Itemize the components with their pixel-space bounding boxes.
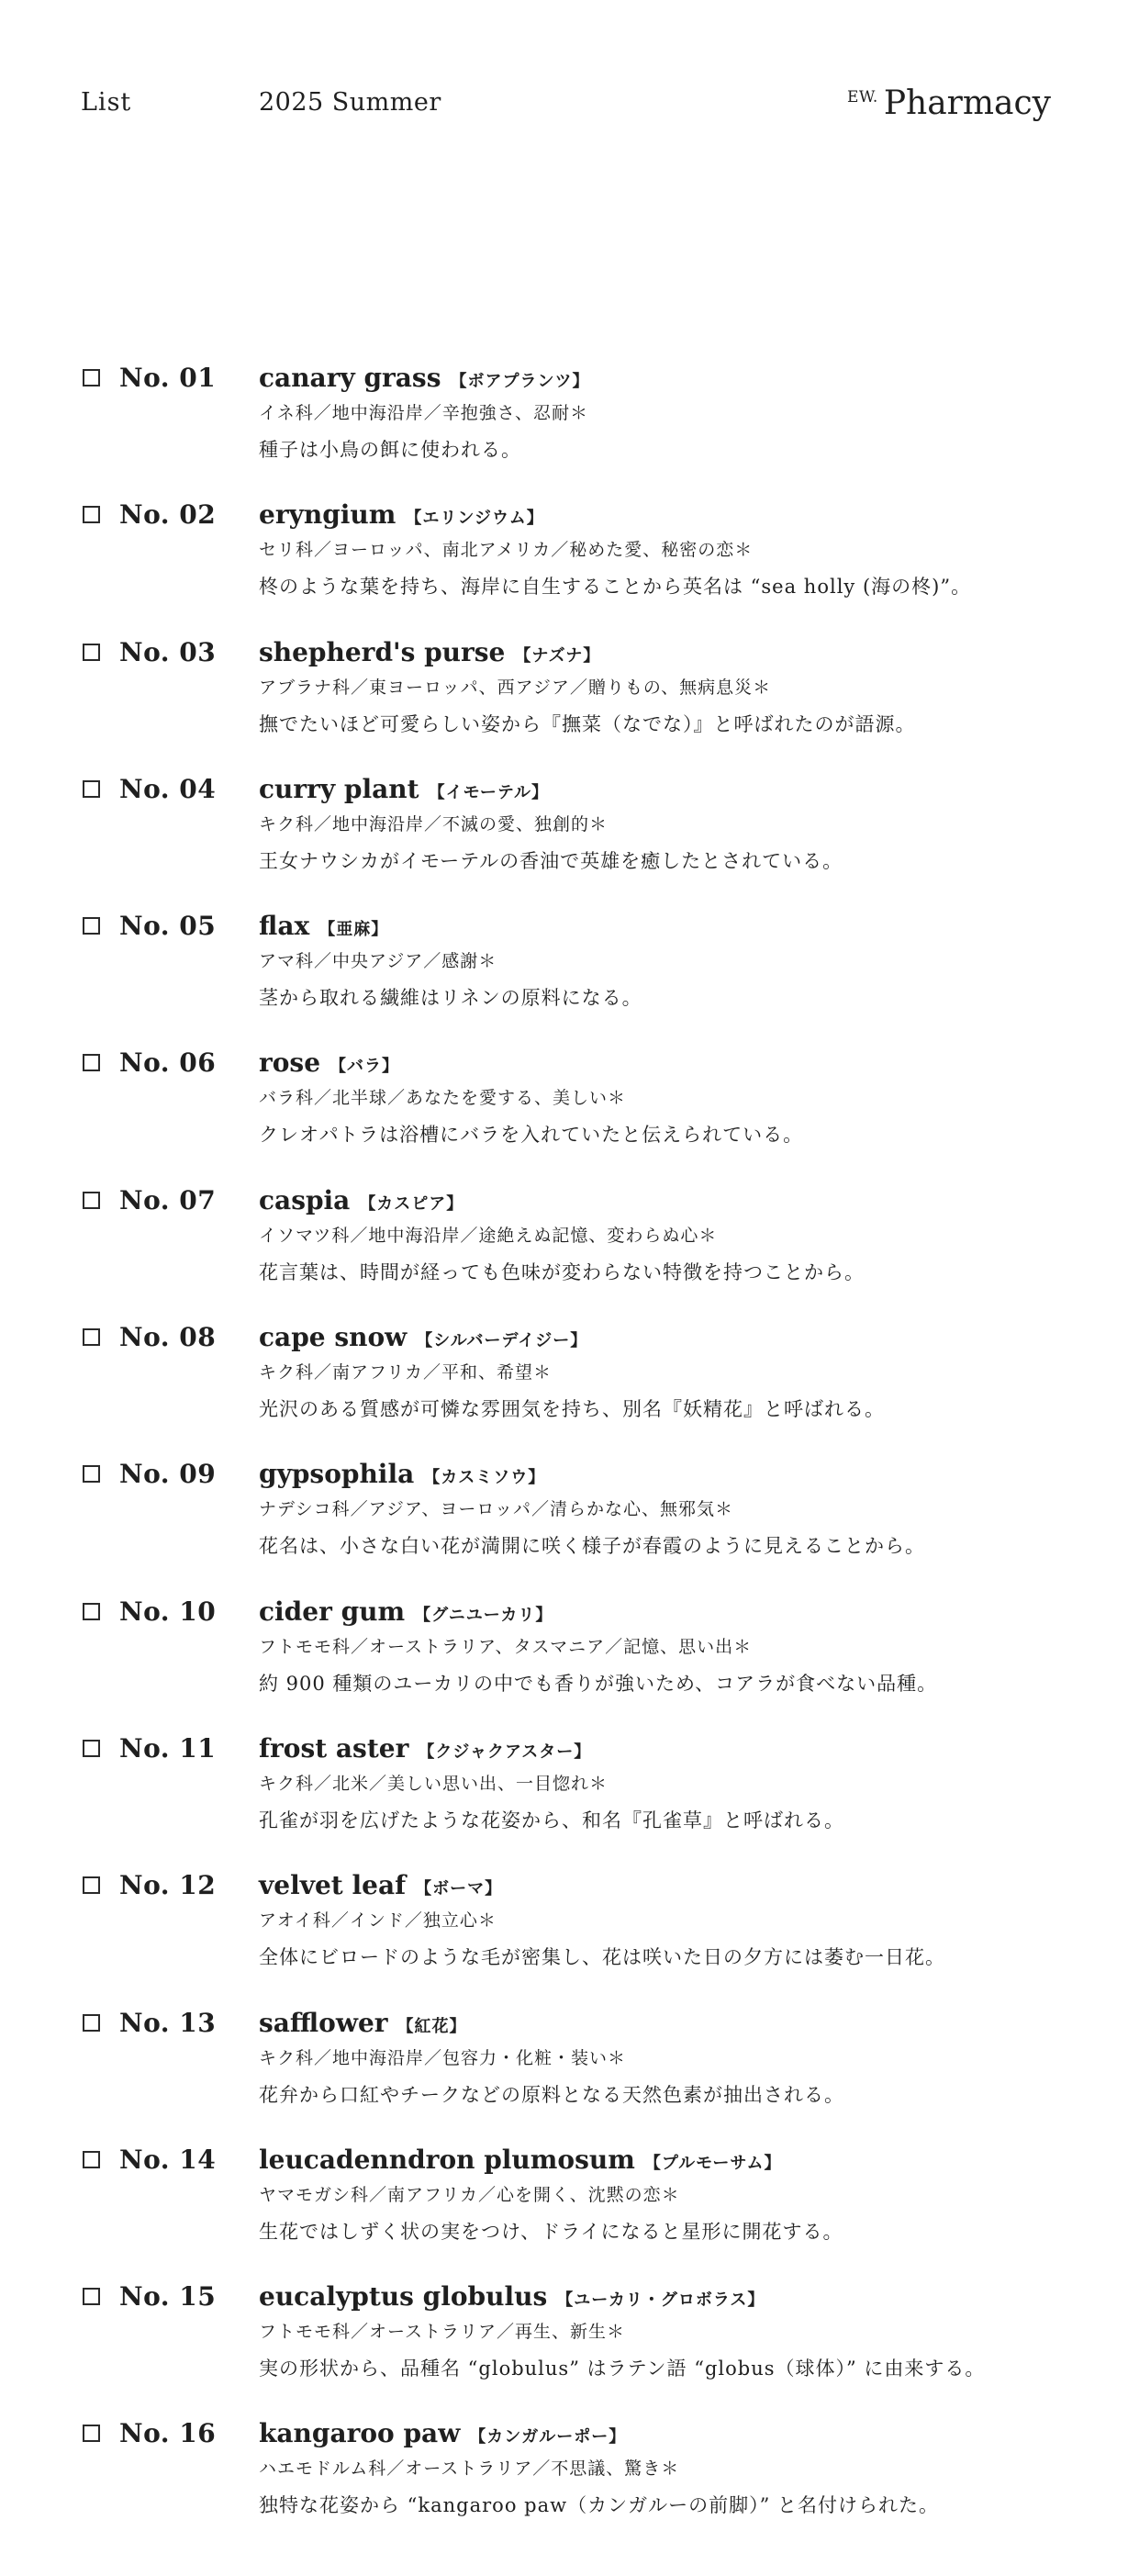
item-title	[259, 2281, 1085, 2314]
item-title	[259, 2145, 1085, 2178]
item-name: safflower	[259, 2007, 388, 2038]
item-japanese-name: 【イモーテル】	[428, 782, 549, 802]
brand-name: Pharmacy	[883, 84, 1051, 122]
item-name: cider gum	[259, 1596, 406, 1627]
list-item	[0, 1047, 1128, 1184]
item-number: No. 13	[119, 2007, 217, 2038]
item-title	[259, 499, 1085, 532]
item-name: curry plant	[259, 773, 419, 804]
item-number: No. 10	[119, 1596, 217, 1627]
item-title	[259, 1322, 1085, 1355]
list-item	[0, 637, 1128, 774]
item-checkbox[interactable]	[83, 1740, 100, 1757]
item-number: No. 07	[119, 1184, 217, 1215]
item-description: 実の形状から、品種名 “globulus” はラテン語 “globus（球体）” に由来する。	[259, 2358, 986, 2380]
item-body	[259, 1459, 1085, 1560]
list-item	[0, 1185, 1128, 1322]
item-meta: イソマツ科／地中海沿岸／途絶えぬ記憶、変わらぬ心＊	[259, 1225, 718, 1246]
item-title	[259, 2418, 1085, 2451]
item-checkbox[interactable]	[83, 1328, 100, 1346]
item-description: 孔雀が羽を広げたような花姿から、和名『孔雀草』と呼ばれる。	[259, 1809, 844, 1831]
item-description: 光沢のある質感が可憐な雰囲気を持ち、別名『妖精花』と呼ばれる。	[259, 1398, 885, 1421]
item-body	[259, 637, 1085, 738]
item-name: eucalyptus globulus	[259, 2281, 548, 2313]
item-number: No. 05	[119, 911, 217, 942]
item-number: No. 06	[119, 1047, 217, 1079]
item-description: 花言葉は、時間が経っても色味が変わらない特徴を持つことから。	[259, 1260, 865, 1283]
list-item	[0, 1596, 1128, 1733]
item-japanese-name: 【カスミソウ】	[423, 1468, 546, 1488]
item-number: No. 11	[119, 1732, 217, 1764]
item-description: 花名は、小さな白い花が満開に咲く様子が春霞のように見えることから。	[259, 1535, 925, 1558]
item-meta: キク科／北米／美しい思い出、一目惚れ＊	[259, 1773, 609, 1794]
item-title	[259, 1733, 1085, 1766]
list-item	[0, 1870, 1128, 2007]
item-name: flax	[259, 911, 310, 942]
list-item	[0, 2008, 1128, 2145]
item-title	[259, 2008, 1085, 2041]
item-meta: アブラナ科／東ヨーロッパ、西アジア／贈りもの、無病息災＊	[259, 677, 772, 698]
item-body	[259, 1322, 1085, 1423]
item-title	[259, 1047, 1085, 1081]
item-description: 約 900 種類のユーカリの中でも香りが強いため、コアラが食べない品種。	[259, 1672, 938, 1695]
item-checkbox[interactable]	[83, 369, 100, 386]
item-meta: フトモモ科／オーストラリア／再生、新生＊	[259, 2322, 626, 2343]
item-description: 茎から取れる繊維はリネンの原料になる。	[259, 987, 642, 1010]
list-label: List	[81, 88, 132, 117]
item-name: cape snow	[259, 1322, 408, 1353]
item-japanese-name: 【シルバーデイジー】	[416, 1331, 588, 1351]
item-checkbox[interactable]	[83, 2425, 100, 2442]
item-japanese-name: 【紅花】	[396, 2016, 467, 2036]
item-checkbox[interactable]	[83, 780, 100, 798]
item-title	[259, 774, 1085, 807]
item-body	[259, 2281, 1085, 2382]
item-number: No. 08	[119, 1322, 217, 1353]
item-number: No. 01	[119, 363, 217, 393]
item-japanese-name: 【カンガルーポー】	[469, 2427, 627, 2447]
item-description: クレオパトラは浴槽にバラを入れていたと伝えられている。	[259, 1124, 804, 1147]
list-item	[0, 2145, 1128, 2281]
item-meta: アマ科／中央アジア／感謝＊	[259, 951, 497, 972]
item-description: 王女ナウシカがイモーテルの香油で英雄を癒したとされている。	[259, 849, 843, 872]
item-number: No. 15	[119, 2281, 217, 2313]
item-japanese-name: 【ユーカリ・グロボラス】	[556, 2290, 765, 2311]
season-label: 2025 Summer	[259, 88, 441, 117]
item-checkbox[interactable]	[83, 2288, 100, 2305]
item-name: velvet leaf	[259, 1870, 407, 1901]
item-name: caspia	[259, 1184, 351, 1215]
item-description: 花弁から口紅やチークなどの原料となる天然色素が抽出される。	[259, 2083, 844, 2106]
list-item	[0, 1733, 1128, 1870]
list-item	[0, 2418, 1128, 2555]
list-item	[0, 911, 1128, 1047]
item-checkbox[interactable]	[83, 506, 100, 523]
item-meta: ハエモドルム科／オーストラリア／不思議、驚き＊	[259, 2458, 680, 2480]
item-title	[259, 911, 1085, 944]
item-description: 生花ではしずく状の実をつけ、ドライになると星形に開花する。	[259, 2220, 843, 2243]
plant-list	[0, 363, 1128, 2556]
item-body	[259, 1596, 1085, 1697]
item-checkbox[interactable]	[83, 917, 100, 935]
item-meta: ナデシコ科／アジア、ヨーロッパ／清らかな心、無邪気＊	[259, 1499, 733, 1520]
item-name: leucadenndron plumosum	[259, 2144, 635, 2175]
item-japanese-name: 【カスピア】	[359, 1193, 464, 1214]
item-meta: キク科／南アフリカ／平和、希望＊	[259, 1362, 553, 1383]
item-name: eryngium	[259, 499, 396, 531]
item-japanese-name: 【亜麻】	[318, 920, 389, 940]
item-japanese-name: 【プルモーサム】	[643, 2153, 782, 2173]
item-meta: キク科／地中海沿岸／包容力・化粧・装い＊	[259, 2047, 627, 2068]
item-meta: フトモモ科／オーストラリア、タスマニア／記憶、思い出＊	[259, 1636, 753, 1657]
item-description: 独特な花姿から “kangaroo paw（カンガルーの前脚）” と名付けられた。	[259, 2494, 939, 2517]
item-title	[259, 1870, 1085, 1903]
item-title	[259, 1459, 1085, 1492]
item-meta: キク科／地中海沿岸／不滅の愛、独創的＊	[259, 813, 609, 834]
list-item	[0, 774, 1128, 911]
item-number: No. 14	[119, 2144, 217, 2175]
item-name: shepherd's purse	[259, 636, 506, 667]
item-title	[259, 1185, 1085, 1218]
item-description: 種子は小鳥の餌に使われる。	[259, 439, 521, 461]
item-japanese-name: 【クジャクアスター】	[418, 1742, 592, 1762]
item-name: frost aster	[259, 1732, 409, 1764]
item-checkbox[interactable]	[83, 1465, 100, 1483]
item-title	[259, 637, 1085, 670]
item-number: No. 02	[119, 499, 217, 531]
item-name: rose	[259, 1047, 321, 1079]
item-checkbox[interactable]	[83, 2151, 100, 2168]
item-checkbox[interactable]	[83, 1603, 100, 1620]
item-body	[259, 1733, 1085, 1834]
item-body	[259, 1047, 1085, 1148]
item-checkbox[interactable]	[83, 1876, 100, 1894]
list-item	[0, 363, 1128, 499]
item-number: No. 04	[119, 773, 217, 804]
item-meta: バラ科／北半球／あなたを愛する、美しい＊	[259, 1088, 627, 1109]
item-body	[259, 911, 1085, 1012]
item-japanese-name: 【ボアプランツ】	[450, 372, 590, 391]
item-checkbox[interactable]	[83, 2014, 100, 2032]
item-title	[259, 1596, 1085, 1630]
item-number: No. 12	[119, 1870, 217, 1901]
item-description: 撫でたいほど可愛らしい姿から『撫菜（なでな）』と呼ばれたのが語源。	[259, 712, 916, 735]
item-japanese-name: 【ナズナ】	[514, 645, 601, 666]
item-body	[259, 363, 1085, 464]
item-name: canary grass	[259, 363, 441, 393]
item-japanese-name: 【エリンジウム】	[405, 509, 544, 529]
item-meta: ヤマモガシ科／南アフリカ／心を開く、沈黙の恋＊	[259, 2184, 680, 2205]
list-item	[0, 2281, 1128, 2418]
item-description: 柊のような葉を持ち、海岸に自生することから英名は “sea holly (海の柊)”。	[259, 576, 972, 599]
item-description: 全体にビロードのような毛が密集し、花は咲いた日の夕方には萎む一日花。	[259, 1946, 945, 1969]
item-japanese-name: 【グニユーカリ】	[414, 1605, 553, 1625]
item-body	[259, 499, 1085, 600]
item-checkbox[interactable]	[83, 1192, 100, 1209]
item-meta: アオイ科／インド／独立心＊	[259, 1910, 497, 1932]
brand-logo	[847, 84, 1051, 122]
item-body	[259, 774, 1085, 875]
item-checkbox[interactable]	[83, 1054, 100, 1071]
item-name: kangaroo paw	[259, 2418, 461, 2449]
item-checkbox[interactable]	[83, 644, 100, 661]
item-body	[259, 2145, 1085, 2246]
item-name: gypsophila	[259, 1459, 415, 1490]
page-header	[0, 0, 1128, 147]
item-japanese-name: 【ボーマ】	[415, 1879, 503, 1899]
item-japanese-name: 【バラ】	[329, 1057, 400, 1077]
list-item	[0, 1322, 1128, 1459]
item-number: No. 16	[119, 2418, 217, 2449]
item-meta: イネ科／地中海沿岸／辛抱強さ、忍耐＊	[259, 403, 589, 423]
item-body	[259, 2418, 1085, 2519]
item-number: No. 03	[119, 636, 217, 667]
item-title	[259, 363, 1085, 396]
list-item	[0, 1459, 1128, 1596]
item-body	[259, 2008, 1085, 2109]
item-body	[259, 1870, 1085, 1971]
item-meta: セリ科／ヨーロッパ、南北アメリカ／秘めた愛、秘密の恋＊	[259, 540, 754, 561]
item-number: No. 09	[119, 1459, 217, 1490]
brand-prefix: EW.	[846, 88, 878, 106]
list-item	[0, 499, 1128, 636]
item-body	[259, 1185, 1085, 1286]
